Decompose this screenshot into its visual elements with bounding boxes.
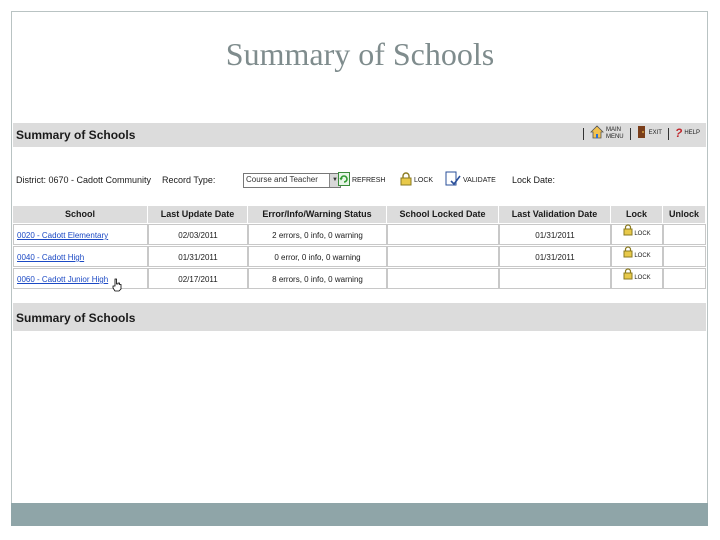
validation-date-cell [499, 268, 611, 289]
column-header-school[interactable]: School [13, 206, 148, 223]
validation-date-cell: 01/31/2011 [499, 246, 611, 267]
unlock-cell [663, 246, 706, 267]
last-update-cell: 02/03/2011 [148, 224, 248, 245]
schools-table [13, 206, 706, 292]
refresh-label: REFRESH [352, 176, 386, 184]
unlock-cell [663, 224, 706, 245]
padlock-icon [623, 224, 633, 246]
main-menu-button[interactable] [590, 125, 624, 142]
row-lock-label: LOCK [634, 253, 651, 259]
home-icon [590, 125, 604, 142]
lock-label: LOCK [414, 176, 434, 184]
main-menu-label-1: MAIN [605, 126, 621, 133]
column-header-locked-date[interactable]: School Locked Date [387, 206, 499, 223]
filter-row [16, 169, 706, 191]
column-header-status[interactable]: Error/Info/Warning Status [248, 206, 387, 223]
locked-date-cell [387, 246, 499, 267]
refresh-button[interactable] [338, 169, 385, 191]
unlock-cell [663, 268, 706, 289]
padlock-icon [623, 246, 633, 268]
school-link[interactable]: 0060 - Cadott Junior High [13, 268, 148, 289]
help-label: HELP [684, 130, 700, 136]
validate-button[interactable] [445, 169, 496, 191]
padlock-icon [623, 268, 633, 290]
hand-cursor-icon [111, 278, 123, 297]
validate-document-icon [445, 171, 461, 189]
district-label: District: 0670 - Cadott Community [16, 175, 152, 185]
lock-button[interactable] [400, 169, 433, 191]
toolbar [577, 125, 700, 142]
school-link[interactable]: 0020 - Cadott Elementary [13, 224, 148, 245]
slide-footer-bar [11, 503, 708, 526]
slide-title: Summary of Schools [225, 36, 495, 72]
chevron-down-icon: ▼ [329, 174, 340, 187]
main-menu-label-2: MENU [605, 133, 624, 140]
page-header-title: Summary of Schools [16, 128, 136, 142]
column-header-unlock[interactable]: Unlock [663, 206, 706, 223]
row-lock-label: LOCK [634, 275, 651, 281]
refresh-icon [338, 172, 350, 188]
page-header-bar [13, 123, 706, 147]
separator [630, 128, 631, 140]
last-update-cell: 01/31/2011 [148, 246, 248, 267]
padlock-icon [400, 172, 412, 188]
column-header-lock[interactable]: Lock [611, 206, 663, 223]
column-header-validation-date[interactable]: Last Validation Date [499, 206, 611, 223]
row-lock-label: LOCK [634, 231, 651, 237]
status-cell: 8 errors, 0 info, 0 warning [248, 268, 387, 289]
validate-label: VALIDATE [463, 176, 496, 184]
separator [668, 128, 669, 140]
row-lock-button[interactable] [611, 268, 663, 289]
record-type-label: Record Type: [162, 175, 216, 185]
last-update-cell: 02/17/2011 [148, 268, 248, 289]
exit-door-icon [637, 125, 647, 142]
school-link[interactable]: 0040 - Cadott High [13, 246, 148, 267]
help-button[interactable] [674, 126, 700, 140]
column-header-last-update[interactable]: Last Update Date [148, 206, 248, 223]
record-type-select[interactable] [243, 173, 341, 188]
record-type-value: Course and Teacher [246, 175, 318, 184]
status-cell: 0 error, 0 info, 0 warning [248, 246, 387, 267]
page-footer-bar [13, 303, 706, 331]
validation-date-cell: 01/31/2011 [499, 224, 611, 245]
question-mark-icon: ? [674, 126, 683, 140]
lock-date-label: Lock Date: [512, 175, 556, 185]
locked-date-cell [387, 268, 499, 289]
locked-date-cell [387, 224, 499, 245]
status-cell: 2 errors, 0 info, 0 warning [248, 224, 387, 245]
exit-button[interactable] [637, 125, 662, 142]
separator [583, 128, 584, 140]
row-lock-button[interactable] [611, 246, 663, 267]
page-footer-title: Summary of Schools [16, 311, 136, 325]
exit-label: EXIT [648, 130, 662, 136]
row-lock-button[interactable] [611, 224, 663, 245]
